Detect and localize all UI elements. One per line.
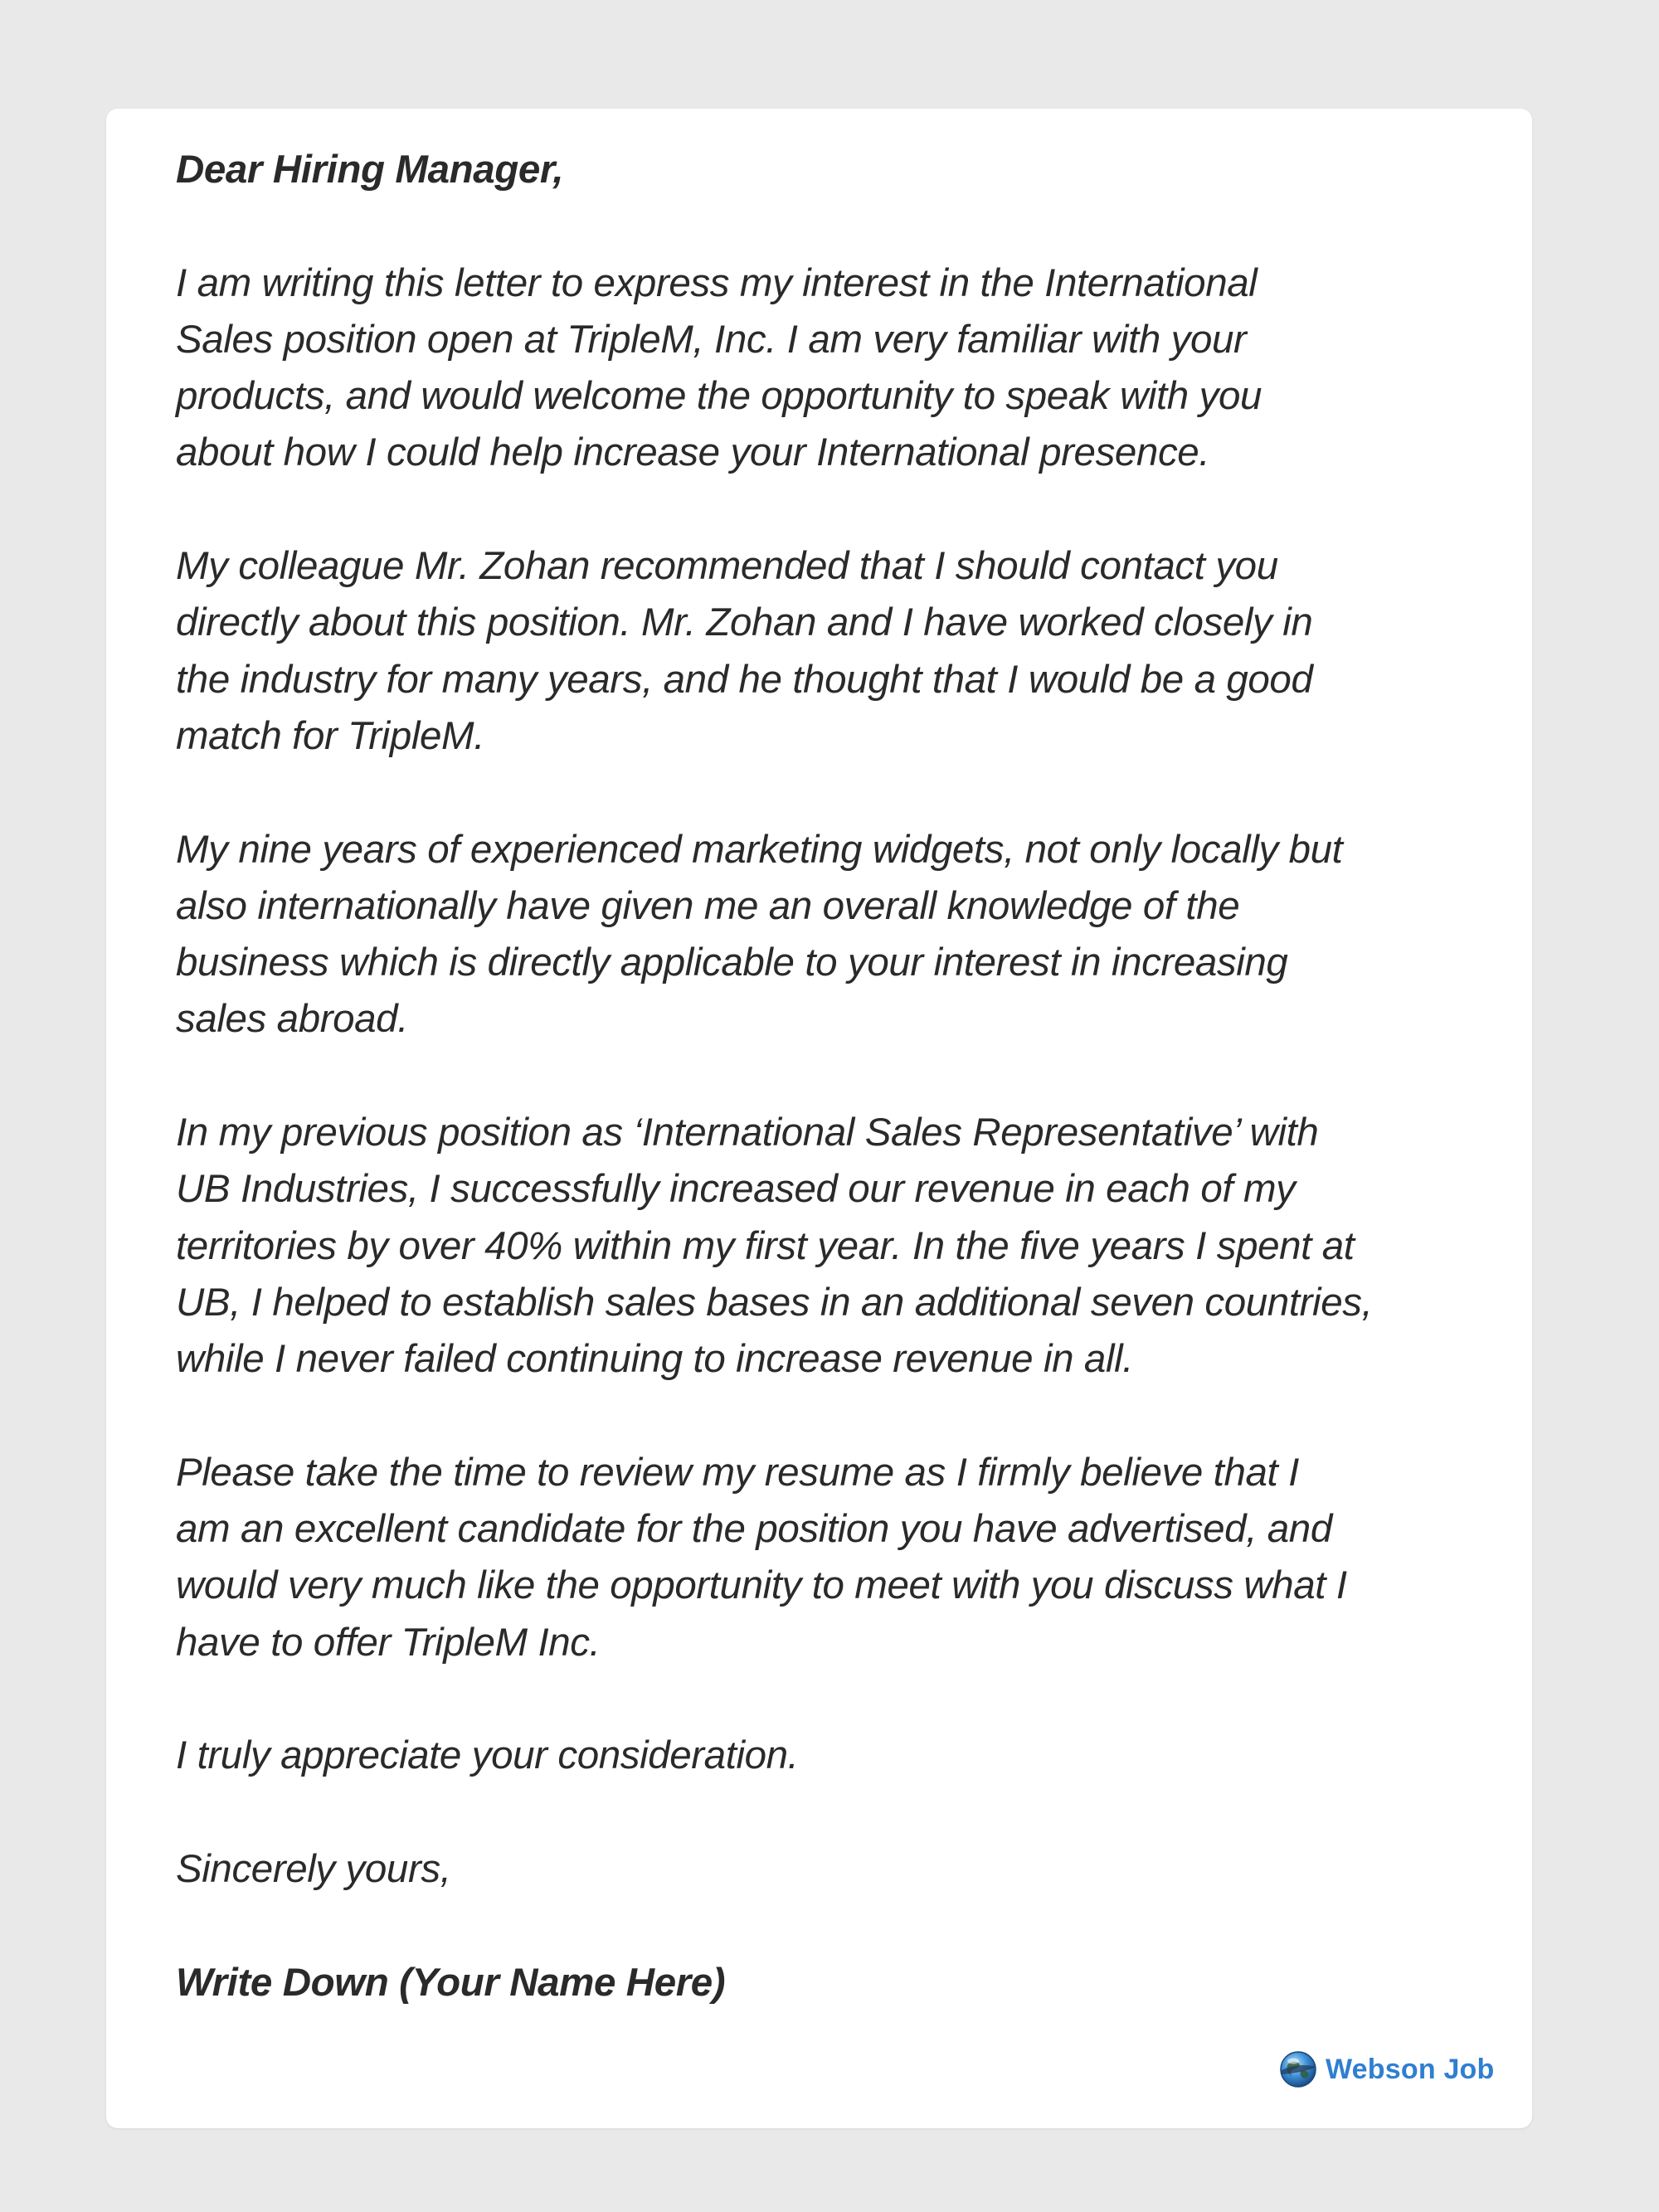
letter-body <box>176 142 1503 2011</box>
letter-paragraph: My nine years of experienced marketing widgets, not only locally but also internationally have given me an overall knowledge of the business which is directly applicable to your interest in increasing sales abroad. <box>176 827 1343 1042</box>
letter-closing: Sincerely yours, <box>176 1846 451 1891</box>
letter-paragraph: My colleague Mr. Zohan recommended that I should contact you directly about this position. Mr. Zohan and I have worked closely in the industry for many years, and he thought that I would be a good match for TripleM. <box>176 544 1313 758</box>
letter-paragraph: Please take the time to review my resume as I firmly believe that I am an excellent candidate for the position you have advertised, and would very much like the opportunity to meet with you discuss what I have to offer TripleM Inc. <box>176 1450 1347 1665</box>
letter-paragraph: In my previous position as ‘International Sales Representative’ with UB Industries, I successfully increased our revenue in each of my territories by over 40% within my first year. In the five years I spent at UB, I helped to establish sales bases in an additional seven countries, while I never failed continuing to increase revenue in all. <box>176 1111 1373 1382</box>
letter-greeting: Dear Hiring Manager, <box>176 148 564 192</box>
letter-paragraph: I truly appreciate your consideration. <box>176 1733 799 1778</box>
brand-watermark <box>1277 2046 1495 2093</box>
letter-card <box>106 109 1532 2128</box>
brand-name: Webson Job <box>1326 2053 1495 2085</box>
letter-paragraph: I am writing this letter to express my interest in the International Sales position open at TripleM, Inc. I am very familiar with your products, and would welcome the opportunity to speak with you about how I could help increase your International presence. <box>176 260 1262 475</box>
letter-signature: Write Down (Your Name Here) <box>176 1960 726 2005</box>
globe-icon <box>1277 2049 1319 2090</box>
